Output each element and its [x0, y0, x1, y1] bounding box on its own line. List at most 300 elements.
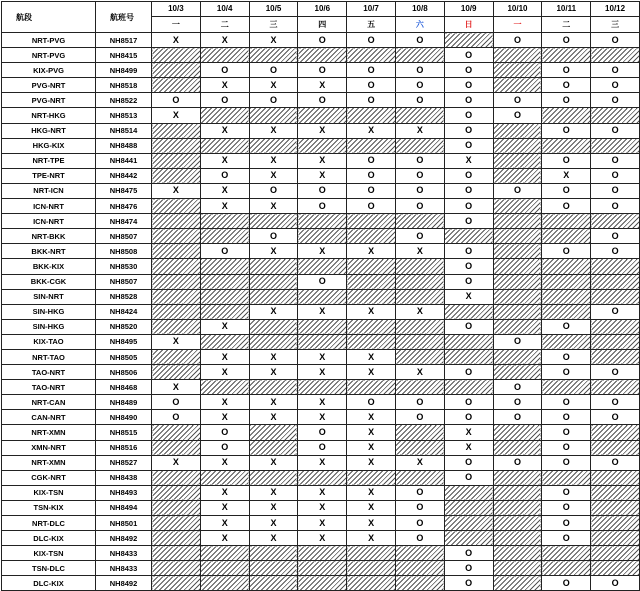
no-service-cell	[249, 48, 298, 63]
available-cell: O	[542, 365, 591, 380]
available-cell: O	[298, 63, 347, 78]
available-cell: O	[591, 395, 640, 410]
no-service-cell	[493, 214, 542, 229]
route-cell: DLC-KIX	[2, 576, 96, 591]
no-service-cell	[249, 470, 298, 485]
cancelled-cell: X	[347, 244, 396, 259]
no-service-cell	[395, 440, 444, 455]
cancelled-cell: X	[249, 395, 298, 410]
no-service-cell	[249, 576, 298, 591]
cancelled-cell: X	[249, 78, 298, 93]
no-service-cell	[444, 229, 493, 244]
flight-cell: NH8442	[96, 168, 152, 183]
route-cell: KIX-TSN	[2, 546, 96, 561]
flight-cell: NH8501	[96, 516, 152, 531]
no-service-cell	[249, 319, 298, 334]
no-service-cell	[298, 561, 347, 576]
no-service-cell	[542, 304, 591, 319]
cancelled-cell: X	[347, 516, 396, 531]
route-cell: NRT-DLC	[2, 516, 96, 531]
no-service-cell	[591, 380, 640, 395]
flight-cell: NH8493	[96, 485, 152, 500]
available-cell: O	[298, 93, 347, 108]
cancelled-cell: X	[249, 304, 298, 319]
flight-cell: NH8517	[96, 33, 152, 48]
no-service-cell	[395, 576, 444, 591]
cancelled-cell: X	[347, 349, 396, 364]
no-service-cell	[395, 334, 444, 349]
cancelled-cell: X	[200, 199, 249, 214]
available-cell: O	[395, 485, 444, 500]
date-header	[152, 2, 201, 33]
available-cell: O	[200, 425, 249, 440]
cancelled-cell: X	[200, 78, 249, 93]
cancelled-cell: X	[249, 123, 298, 138]
date-label: 10/6	[298, 2, 346, 17]
date-label: 10/11	[542, 2, 590, 17]
no-service-cell	[200, 108, 249, 123]
available-cell: O	[347, 63, 396, 78]
available-cell: O	[395, 395, 444, 410]
no-service-cell	[298, 576, 347, 591]
no-service-cell	[298, 289, 347, 304]
no-service-cell	[591, 319, 640, 334]
available-cell: O	[444, 274, 493, 289]
no-service-cell	[347, 289, 396, 304]
no-service-cell	[152, 153, 201, 168]
available-cell: O	[591, 365, 640, 380]
available-cell: O	[347, 78, 396, 93]
no-service-cell	[395, 561, 444, 576]
no-service-cell	[542, 289, 591, 304]
route-cell: HKG-KIX	[2, 138, 96, 153]
flight-cell: NH8516	[96, 440, 152, 455]
flight-cell: NH8513	[96, 108, 152, 123]
cancelled-cell: X	[298, 410, 347, 425]
no-service-cell	[200, 48, 249, 63]
flight-cell: NH8508	[96, 244, 152, 259]
cancelled-cell: X	[152, 380, 201, 395]
available-cell: O	[152, 395, 201, 410]
cancelled-cell: X	[200, 485, 249, 500]
flight-cell: NH8468	[96, 380, 152, 395]
cancelled-cell: X	[347, 123, 396, 138]
available-cell: O	[542, 425, 591, 440]
available-cell: O	[591, 63, 640, 78]
date-label: 10/9	[445, 2, 493, 17]
no-service-cell	[493, 365, 542, 380]
no-service-cell	[542, 274, 591, 289]
weekday-label: 五	[367, 20, 376, 29]
no-service-cell	[347, 274, 396, 289]
route-cell: ICN-NRT	[2, 214, 96, 229]
available-cell: O	[542, 500, 591, 515]
weekday-label: 日	[464, 20, 473, 29]
available-cell: O	[542, 485, 591, 500]
table-row	[2, 259, 640, 274]
available-cell: O	[347, 183, 396, 198]
weekday-label: 三	[611, 20, 620, 29]
flight-cell: NH8433	[96, 561, 152, 576]
available-cell: O	[249, 63, 298, 78]
no-service-cell	[493, 349, 542, 364]
no-service-cell	[395, 138, 444, 153]
no-service-cell	[347, 380, 396, 395]
available-cell: O	[444, 410, 493, 425]
available-cell: O	[493, 395, 542, 410]
available-cell: O	[444, 108, 493, 123]
no-service-cell	[298, 259, 347, 274]
no-service-cell	[591, 485, 640, 500]
flight-cell: NH8494	[96, 500, 152, 515]
no-service-cell	[347, 546, 396, 561]
cancelled-cell: X	[200, 349, 249, 364]
available-cell: O	[347, 153, 396, 168]
available-cell: O	[542, 440, 591, 455]
flight-cell: NH8488	[96, 138, 152, 153]
no-service-cell	[152, 304, 201, 319]
flight-cell: NH8528	[96, 289, 152, 304]
table-row	[2, 78, 640, 93]
route-cell: NRT-XMN	[2, 455, 96, 470]
available-cell: O	[444, 214, 493, 229]
no-service-cell	[395, 214, 444, 229]
no-service-cell	[347, 259, 396, 274]
available-cell: O	[542, 183, 591, 198]
table-row	[2, 244, 640, 259]
no-service-cell	[493, 168, 542, 183]
available-cell: O	[542, 410, 591, 425]
no-service-cell	[347, 229, 396, 244]
no-service-cell	[152, 289, 201, 304]
available-cell: O	[542, 78, 591, 93]
route-cell: BKK-KIX	[2, 259, 96, 274]
available-cell: O	[493, 108, 542, 123]
available-cell: O	[444, 183, 493, 198]
available-cell: O	[395, 531, 444, 546]
table-row	[2, 153, 640, 168]
flight-cell: NH8507	[96, 229, 152, 244]
no-service-cell	[591, 334, 640, 349]
available-cell: O	[347, 33, 396, 48]
available-cell: O	[200, 244, 249, 259]
flight-cell: NH8527	[96, 455, 152, 470]
table-row	[2, 440, 640, 455]
available-cell: O	[200, 93, 249, 108]
no-service-cell	[347, 48, 396, 63]
route-cell: BKK-CGK	[2, 274, 96, 289]
weekday-label: 三	[269, 20, 278, 29]
available-cell: O	[444, 48, 493, 63]
cancelled-cell: X	[298, 78, 347, 93]
available-cell: O	[347, 168, 396, 183]
available-cell: O	[493, 455, 542, 470]
available-cell: O	[591, 229, 640, 244]
available-cell: O	[200, 440, 249, 455]
no-service-cell	[152, 349, 201, 364]
no-service-cell	[249, 425, 298, 440]
date-header	[200, 2, 249, 33]
no-service-cell	[542, 138, 591, 153]
cancelled-cell: X	[152, 108, 201, 123]
date-label: 10/5	[250, 2, 298, 17]
route-cell: KIX-TSN	[2, 485, 96, 500]
no-service-cell	[298, 334, 347, 349]
no-service-cell	[395, 48, 444, 63]
available-cell: O	[249, 229, 298, 244]
no-service-cell	[395, 274, 444, 289]
no-service-cell	[347, 561, 396, 576]
flight-cell: NH8507	[96, 274, 152, 289]
no-service-cell	[152, 365, 201, 380]
available-cell: O	[395, 153, 444, 168]
no-service-cell	[591, 500, 640, 515]
cancelled-cell: X	[298, 500, 347, 515]
cancelled-cell: X	[395, 244, 444, 259]
cancelled-cell: X	[200, 33, 249, 48]
table-row	[2, 183, 640, 198]
cancelled-cell: X	[200, 183, 249, 198]
no-service-cell	[152, 244, 201, 259]
no-service-cell	[444, 334, 493, 349]
cancelled-cell: X	[298, 123, 347, 138]
available-cell: O	[493, 380, 542, 395]
no-service-cell	[249, 440, 298, 455]
cancelled-cell: X	[347, 531, 396, 546]
flight-cell: NH8506	[96, 365, 152, 380]
flight-cell: NH8433	[96, 546, 152, 561]
cancelled-cell: X	[249, 531, 298, 546]
no-service-cell	[395, 546, 444, 561]
no-service-cell	[591, 274, 640, 289]
no-service-cell	[444, 531, 493, 546]
cancelled-cell: X	[444, 425, 493, 440]
available-cell: O	[444, 395, 493, 410]
available-cell: O	[444, 123, 493, 138]
no-service-cell	[493, 500, 542, 515]
date-label: 10/8	[396, 2, 444, 17]
no-service-cell	[347, 470, 396, 485]
no-service-cell	[493, 440, 542, 455]
flight-cell: NH8475	[96, 183, 152, 198]
table-row	[2, 138, 640, 153]
route-cell: KIX-PVG	[2, 63, 96, 78]
available-cell: O	[249, 93, 298, 108]
no-service-cell	[249, 334, 298, 349]
weekday-label: 四	[318, 20, 327, 29]
route-cell: CAN-NRT	[2, 410, 96, 425]
available-cell: O	[542, 244, 591, 259]
cancelled-cell: X	[249, 349, 298, 364]
no-service-cell	[347, 138, 396, 153]
flight-cell: NH8441	[96, 153, 152, 168]
date-header	[542, 2, 591, 33]
no-service-cell	[298, 108, 347, 123]
no-service-cell	[493, 138, 542, 153]
flight-cell: NH8518	[96, 78, 152, 93]
no-service-cell	[542, 229, 591, 244]
route-cell: SIN-NRT	[2, 289, 96, 304]
available-cell: O	[493, 334, 542, 349]
available-cell: O	[347, 199, 396, 214]
available-cell: O	[395, 500, 444, 515]
available-cell: O	[591, 410, 640, 425]
available-cell: O	[542, 63, 591, 78]
available-cell: O	[493, 410, 542, 425]
route-cell: KIX-TAO	[2, 334, 96, 349]
no-service-cell	[542, 108, 591, 123]
table-row	[2, 63, 640, 78]
no-service-cell	[152, 500, 201, 515]
cancelled-cell: X	[395, 123, 444, 138]
cancelled-cell: X	[542, 168, 591, 183]
available-cell: O	[542, 33, 591, 48]
no-service-cell	[591, 259, 640, 274]
route-cell: SIN-HKG	[2, 319, 96, 334]
available-cell: O	[444, 546, 493, 561]
available-cell: O	[493, 93, 542, 108]
cancelled-cell: X	[200, 455, 249, 470]
flight-cell: NH8522	[96, 93, 152, 108]
cancelled-cell: X	[444, 153, 493, 168]
no-service-cell	[542, 561, 591, 576]
no-service-cell	[152, 470, 201, 485]
no-service-cell	[542, 48, 591, 63]
no-service-cell	[591, 48, 640, 63]
weekday-label: 二	[562, 20, 571, 29]
table-row	[2, 229, 640, 244]
no-service-cell	[200, 274, 249, 289]
no-service-cell	[298, 546, 347, 561]
no-service-cell	[542, 214, 591, 229]
no-service-cell	[493, 546, 542, 561]
available-cell: O	[298, 440, 347, 455]
cancelled-cell: X	[347, 440, 396, 455]
cancelled-cell: X	[395, 304, 444, 319]
no-service-cell	[200, 470, 249, 485]
no-service-cell	[152, 546, 201, 561]
available-cell: O	[444, 138, 493, 153]
available-cell: O	[493, 183, 542, 198]
no-service-cell	[152, 319, 201, 334]
table-row	[2, 516, 640, 531]
no-service-cell	[591, 108, 640, 123]
table-row	[2, 108, 640, 123]
route-cell: ICN-NRT	[2, 199, 96, 214]
no-service-cell	[395, 259, 444, 274]
available-cell: O	[591, 576, 640, 591]
available-cell: O	[444, 78, 493, 93]
available-cell: O	[591, 78, 640, 93]
table-row	[2, 531, 640, 546]
no-service-cell	[493, 485, 542, 500]
no-service-cell	[591, 470, 640, 485]
available-cell: O	[542, 153, 591, 168]
table-row	[2, 425, 640, 440]
route-cell: TSN-KIX	[2, 500, 96, 515]
date-header	[493, 2, 542, 33]
no-service-cell	[347, 214, 396, 229]
available-cell: O	[444, 93, 493, 108]
available-cell: O	[542, 319, 591, 334]
cancelled-cell: X	[347, 500, 396, 515]
no-service-cell	[591, 546, 640, 561]
weekday-label: 六	[415, 20, 424, 29]
cancelled-cell: X	[249, 516, 298, 531]
no-service-cell	[493, 561, 542, 576]
route-cell: PVG-NRT	[2, 78, 96, 93]
table-row	[2, 304, 640, 319]
cancelled-cell: X	[298, 365, 347, 380]
route-cell: NRT-ICN	[2, 183, 96, 198]
available-cell: O	[152, 410, 201, 425]
no-service-cell	[493, 425, 542, 440]
table-row	[2, 380, 640, 395]
flight-cell: NH8530	[96, 259, 152, 274]
no-service-cell	[298, 470, 347, 485]
route-cell: TPE-NRT	[2, 168, 96, 183]
available-cell: O	[444, 244, 493, 259]
no-service-cell	[493, 78, 542, 93]
cancelled-cell: X	[249, 410, 298, 425]
no-service-cell	[542, 546, 591, 561]
route-cell: BKK-NRT	[2, 244, 96, 259]
no-service-cell	[249, 214, 298, 229]
cancelled-cell: X	[249, 500, 298, 515]
table-row	[2, 395, 640, 410]
no-service-cell	[152, 576, 201, 591]
no-service-cell	[591, 349, 640, 364]
no-service-cell	[395, 108, 444, 123]
cancelled-cell: X	[200, 123, 249, 138]
available-cell: O	[444, 470, 493, 485]
available-cell: O	[444, 365, 493, 380]
cancelled-cell: X	[395, 455, 444, 470]
no-service-cell	[444, 500, 493, 515]
route-header: 航段	[2, 2, 96, 33]
no-service-cell	[249, 546, 298, 561]
flight-cell: NH8490	[96, 410, 152, 425]
cancelled-cell: X	[347, 485, 396, 500]
no-service-cell	[152, 229, 201, 244]
no-service-cell	[249, 274, 298, 289]
cancelled-cell: X	[347, 304, 396, 319]
no-service-cell	[298, 380, 347, 395]
cancelled-cell: X	[298, 531, 347, 546]
cancelled-cell: X	[444, 289, 493, 304]
table-row	[2, 33, 640, 48]
cancelled-cell: X	[249, 168, 298, 183]
date-label: 10/3	[152, 2, 200, 17]
no-service-cell	[200, 289, 249, 304]
no-service-cell	[347, 576, 396, 591]
flight-cell: NH8492	[96, 531, 152, 546]
cancelled-cell: X	[298, 516, 347, 531]
cancelled-cell: X	[347, 410, 396, 425]
no-service-cell	[152, 259, 201, 274]
available-cell: O	[200, 63, 249, 78]
no-service-cell	[298, 319, 347, 334]
route-cell: NRT-PVG	[2, 48, 96, 63]
table-row	[2, 93, 640, 108]
no-service-cell	[298, 214, 347, 229]
no-service-cell	[200, 229, 249, 244]
route-cell: PVG-NRT	[2, 93, 96, 108]
no-service-cell	[542, 470, 591, 485]
no-service-cell	[493, 274, 542, 289]
no-service-cell	[152, 440, 201, 455]
no-service-cell	[152, 48, 201, 63]
